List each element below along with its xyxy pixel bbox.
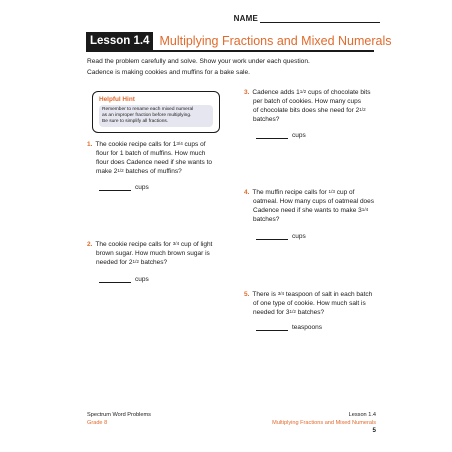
lesson-tag: Lesson 1.4 [86,32,153,50]
hint-line: as an improper fraction before multiplying. [102,113,192,118]
problem-line [244,188,374,197]
fraction: 1/4 [361,207,369,213]
problem-1 [87,140,212,176]
answer-unit: cups [135,184,149,191]
page-number: 5 [372,427,376,434]
scenario-text: Cadence is making cookies and muffins for a bake sale. [87,69,250,76]
problem-line [244,106,370,115]
problem-text: Cadence need if she wants to make 3 [253,207,362,215]
problem-line: batches? [253,116,280,124]
answer-unit: cups [135,276,149,283]
problem-line: oatmeal. How many cups of oatmeal does [253,198,375,206]
problem-text: make 2 [96,168,118,176]
problem-text: The muffin recipe calls for [252,189,329,197]
footer-left [87,411,151,427]
problem-text: cups of chocolate bits [306,89,371,97]
problem-text: Cadence adds 1 [252,89,300,97]
problem-text: The cookie recipe calls for [95,241,173,249]
problem-text: needed for 3 [253,309,290,317]
problem-text: There is [252,291,278,299]
fraction: 3/4 [172,241,180,246]
fraction: 1/2 [289,309,296,315]
footer-right [272,411,376,435]
problem-line [244,206,374,215]
hint-body [99,105,213,127]
fraction: 1/2 [299,89,307,94]
hint-title: Helpful Hint [99,96,135,103]
problem-text: cup of light [179,241,213,249]
answer-blank[interactable] [256,233,288,240]
answer-blank[interactable] [99,184,131,191]
lesson-header [86,32,392,52]
grade-label: Grade 8 [87,420,108,426]
problem-number: 5. [244,291,250,299]
problem-text: batches? [138,259,168,267]
problem-line: per batch of cookies. How many cups [253,98,362,106]
problem-text: cup of [334,189,355,197]
problem-line: batches? [253,216,280,224]
fraction: 1/2 [117,168,124,174]
hint-line: Be sure to simplify all fractions. [102,119,169,124]
answer-blank[interactable] [256,324,288,331]
footer-lesson-title: Multiplying Fractions and Mixed Numerals [272,420,376,426]
footer-lesson: Lesson 1.4 [348,412,376,418]
problem-line [87,167,212,176]
answer-4 [256,233,306,240]
problem-line: of one type of cookie. How much salt is [253,300,366,308]
fraction: 1/2 [359,107,366,113]
problem-number: 4. [244,189,250,197]
answer-blank[interactable] [256,132,288,139]
problem-text: of chocolate bits does she need for 2 [253,107,360,115]
answer-blank[interactable] [99,276,131,283]
problem-line [87,140,212,149]
hint-line: Remember to rename each mixed numeral [102,107,194,112]
answer-3 [256,132,306,139]
problem-number: 1. [87,141,93,149]
problem-text: batches? [295,309,325,317]
problem-line: brown sugar. How much brown sugar is [96,250,210,258]
problem-line [244,88,370,97]
problem-number: 3. [244,89,250,97]
problem-5 [244,290,372,317]
problem-text: needed for 2 [96,259,133,267]
problem-line [87,240,212,249]
fraction: 1/2 [132,259,139,265]
fraction: 3/4 [176,141,183,146]
instruction-text: Read the problem carefully and solve. Show your work under each question. [87,58,310,65]
problem-3 [244,88,370,124]
problem-text: teaspoon of salt in each batch [284,291,373,299]
name-label: NAME [233,14,258,23]
answer-5 [256,324,322,331]
answer-2 [99,276,149,283]
name-blank [260,14,380,23]
answer-unit: cups [292,233,306,240]
problem-text: batches of muffins? [123,168,182,176]
helpful-hint-box [92,91,220,133]
problem-line [244,308,372,317]
answer-1 [99,184,149,191]
fraction: 3/4 [277,291,285,296]
problem-text: cups of [182,141,206,149]
problem-line: flour for 1 batch of muffins. How much [96,150,206,158]
problem-text: The cookie recipe calls for 1 [95,141,177,149]
problem-number: 2. [87,241,93,249]
name-field-row [234,14,380,23]
problem-line: flour does Cadence need if she wants to [96,159,212,167]
lesson-title: Multiplying Fractions and Mixed Numerals [159,34,392,48]
answer-unit: cups [292,132,306,139]
problem-2 [87,240,212,267]
book-title: Spectrum Word Problems [87,412,151,418]
problem-4 [244,188,374,224]
answer-unit: teaspoons [292,324,322,331]
fraction: 1/3 [328,189,335,194]
problem-line [244,290,372,299]
problem-line [87,258,212,267]
